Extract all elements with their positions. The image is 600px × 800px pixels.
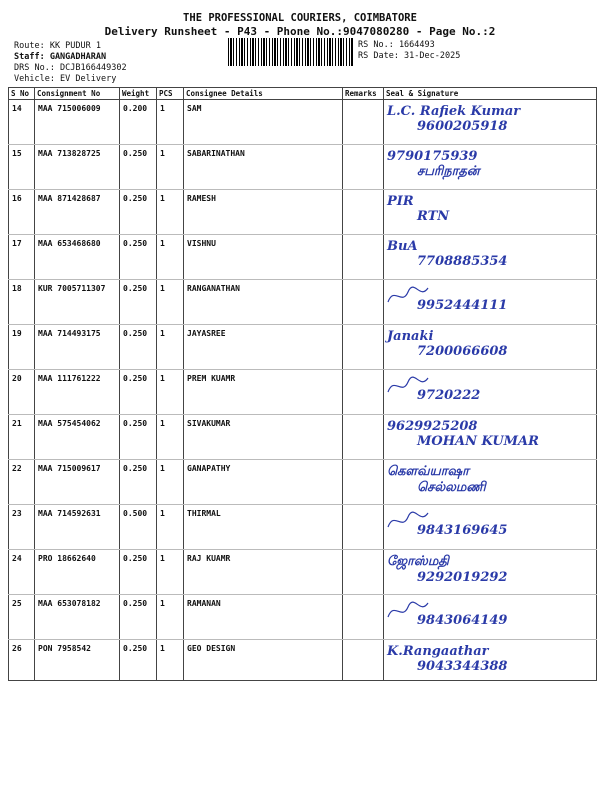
pieces-count: 1 — [157, 100, 184, 145]
remarks-cell — [343, 460, 384, 505]
signature-cell — [384, 415, 597, 460]
table-row — [9, 595, 597, 640]
column-header: Consignee Details — [184, 88, 343, 100]
remarks-cell — [343, 145, 384, 190]
weight-value: 0.250 — [120, 415, 157, 460]
weight-value: 0.250 — [120, 460, 157, 505]
serial-number: 15 — [9, 145, 35, 190]
remarks-cell — [343, 190, 384, 235]
drs-label: DRS No.: DCJB166449302 — [14, 63, 127, 73]
serial-number: 16 — [9, 190, 35, 235]
signature-cell — [384, 100, 597, 145]
weight-value: 0.250 — [120, 595, 157, 640]
column-header: Seal & Signature — [384, 88, 597, 100]
weight-value: 0.500 — [120, 505, 157, 550]
serial-number: 24 — [9, 550, 35, 595]
table-row — [9, 190, 597, 235]
weight-value: 0.250 — [120, 190, 157, 235]
consignee-name: GEO DESIGN — [184, 640, 343, 681]
signature-line-2: RTN — [417, 209, 450, 224]
signature-cell — [384, 505, 597, 550]
weight-value: 0.250 — [120, 370, 157, 415]
serial-number: 17 — [9, 235, 35, 280]
remarks-cell — [343, 415, 384, 460]
signature-line-2: சபரிநாதன் — [417, 164, 480, 179]
staff-label: Staff: GANGADHARAN — [14, 52, 107, 62]
table-row — [9, 415, 597, 460]
signature-line-1: Janaki — [387, 329, 434, 344]
serial-number: 22 — [9, 460, 35, 505]
serial-number: 19 — [9, 325, 35, 370]
signature-cell — [384, 550, 597, 595]
signature-scribble-icon — [384, 595, 444, 625]
signature-line-2: 9043344388 — [417, 659, 508, 674]
pieces-count: 1 — [157, 595, 184, 640]
consignment-number: MAA 653468680 — [35, 235, 120, 280]
signature-line-1: 9629925208 — [387, 419, 478, 434]
serial-number: 26 — [9, 640, 35, 681]
pieces-count: 1 — [157, 370, 184, 415]
consignment-number: PRO 18662640 — [35, 550, 120, 595]
signature-line-1: 9790175939 — [387, 149, 478, 164]
serial-number: 14 — [9, 100, 35, 145]
weight-value: 0.250 — [120, 145, 157, 190]
signature-cell — [384, 190, 597, 235]
pieces-count: 1 — [157, 640, 184, 681]
pieces-count: 1 — [157, 505, 184, 550]
remarks-cell — [343, 505, 384, 550]
consignment-number: MAA 715009617 — [35, 460, 120, 505]
signature-scribble-icon — [384, 505, 444, 535]
consignment-number: MAA 871428687 — [35, 190, 120, 235]
route-label: Route: KK PUDUR 1 — [14, 41, 101, 51]
barcode — [228, 38, 353, 66]
weight-value: 0.200 — [120, 100, 157, 145]
signature-scribble-icon — [384, 280, 444, 310]
table-row — [9, 640, 597, 681]
signature-cell — [384, 595, 597, 640]
remarks-cell — [343, 100, 384, 145]
consignee-name: JAYASREE — [184, 325, 343, 370]
signature-line-2: 9952444111 — [417, 298, 508, 313]
pieces-count: 1 — [157, 145, 184, 190]
consignee-name: RAMANAN — [184, 595, 343, 640]
weight-value: 0.250 — [120, 235, 157, 280]
pieces-count: 1 — [157, 550, 184, 595]
table-row — [9, 550, 597, 595]
consignment-number: KUR 7005711307 — [35, 280, 120, 325]
remarks-cell — [343, 235, 384, 280]
signature-line-1: K.Rangaathar — [387, 644, 489, 659]
signature-line-1: ஜோஸ்மதி — [387, 554, 449, 569]
weight-value: 0.250 — [120, 640, 157, 681]
weight-value: 0.250 — [120, 550, 157, 595]
table-header-row — [9, 88, 597, 100]
consignee-name: SABARINATHAN — [184, 145, 343, 190]
signature-line-2: 9843169645 — [417, 523, 508, 538]
table-row — [9, 145, 597, 190]
runsheet-subtitle: Delivery Runsheet - P43 - Phone No.:9047080280 - Page No.:2 — [104, 25, 496, 38]
consignment-number: PON 7958542 — [35, 640, 120, 681]
signature-cell — [384, 280, 597, 325]
pieces-count: 1 — [157, 415, 184, 460]
consignment-number: MAA 714592631 — [35, 505, 120, 550]
table-row — [9, 505, 597, 550]
consignee-name: RANGANATHAN — [184, 280, 343, 325]
signature-line-1: PIR — [387, 194, 414, 209]
signature-line-1: L.C. Rafiek Kumar — [387, 104, 521, 119]
signature-line-2: MOHAN KUMAR — [417, 434, 539, 449]
column-header: Remarks — [343, 88, 384, 100]
weight-value: 0.250 — [120, 325, 157, 370]
remarks-cell — [343, 640, 384, 681]
column-header: Weight — [120, 88, 157, 100]
signature-line-2: 9843064149 — [417, 613, 508, 628]
table-row — [9, 235, 597, 280]
pieces-count: 1 — [157, 460, 184, 505]
signature-line-2: செல்லமணி — [417, 480, 486, 495]
signature-line-1: BuA — [387, 239, 418, 254]
remarks-cell — [343, 550, 384, 595]
remarks-cell — [343, 595, 384, 640]
consignment-number: MAA 714493175 — [35, 325, 120, 370]
rs-number: RS No.: 1664493 — [358, 40, 435, 50]
signature-scribble-icon — [384, 370, 444, 400]
serial-number: 20 — [9, 370, 35, 415]
consignment-number: MAA 715006009 — [35, 100, 120, 145]
consignment-number: MAA 653078182 — [35, 595, 120, 640]
consignee-name: GANAPATHY — [184, 460, 343, 505]
table-row — [9, 100, 597, 145]
remarks-cell — [343, 325, 384, 370]
signature-line-2: 9292019292 — [417, 570, 508, 585]
column-header: PCS — [157, 88, 184, 100]
table-row — [9, 370, 597, 415]
pieces-count: 1 — [157, 235, 184, 280]
consignee-name: THIRMAL — [184, 505, 343, 550]
signature-cell — [384, 640, 597, 681]
signature-cell — [384, 145, 597, 190]
table-row — [9, 325, 597, 370]
remarks-cell — [343, 280, 384, 325]
column-header: Consignment No — [35, 88, 120, 100]
signature-line-2: 7708885354 — [417, 254, 508, 269]
remarks-cell — [343, 370, 384, 415]
vehicle-label: Vehicle: EV Delivery — [14, 74, 117, 84]
pieces-count: 1 — [157, 190, 184, 235]
consignee-name: RAMESH — [184, 190, 343, 235]
consignment-number: MAA 575454062 — [35, 415, 120, 460]
consignee-name: SAM — [184, 100, 343, 145]
signature-line-2: 9720222 — [417, 388, 481, 403]
serial-number: 18 — [9, 280, 35, 325]
serial-number: 23 — [9, 505, 35, 550]
consignee-name: VISHNU — [184, 235, 343, 280]
signature-line-2: 7200066608 — [417, 344, 508, 359]
signature-cell — [384, 370, 597, 415]
rs-date: RS Date: 31-Dec-2025 — [358, 51, 461, 61]
company-title: THE PROFESSIONAL COURIERS, COIMBATORE — [183, 12, 417, 24]
weight-value: 0.250 — [120, 280, 157, 325]
signature-line-1: கௌவ்யாஷா — [387, 464, 469, 479]
signature-cell — [384, 325, 597, 370]
consignee-name: PREM KUAMR — [184, 370, 343, 415]
signature-cell — [384, 235, 597, 280]
column-header: S No — [9, 88, 35, 100]
serial-number: 25 — [9, 595, 35, 640]
pieces-count: 1 — [157, 280, 184, 325]
consignee-name: SIVAKUMAR — [184, 415, 343, 460]
consignment-number: MAA 713828725 — [35, 145, 120, 190]
consignment-number: MAA 111761222 — [35, 370, 120, 415]
signature-cell — [384, 460, 597, 505]
runsheet-table — [8, 87, 597, 681]
consignee-name: RAJ KUAMR — [184, 550, 343, 595]
table-row — [9, 460, 597, 505]
pieces-count: 1 — [157, 325, 184, 370]
signature-line-2: 9600205918 — [417, 119, 508, 134]
table-row — [9, 280, 597, 325]
serial-number: 21 — [9, 415, 35, 460]
